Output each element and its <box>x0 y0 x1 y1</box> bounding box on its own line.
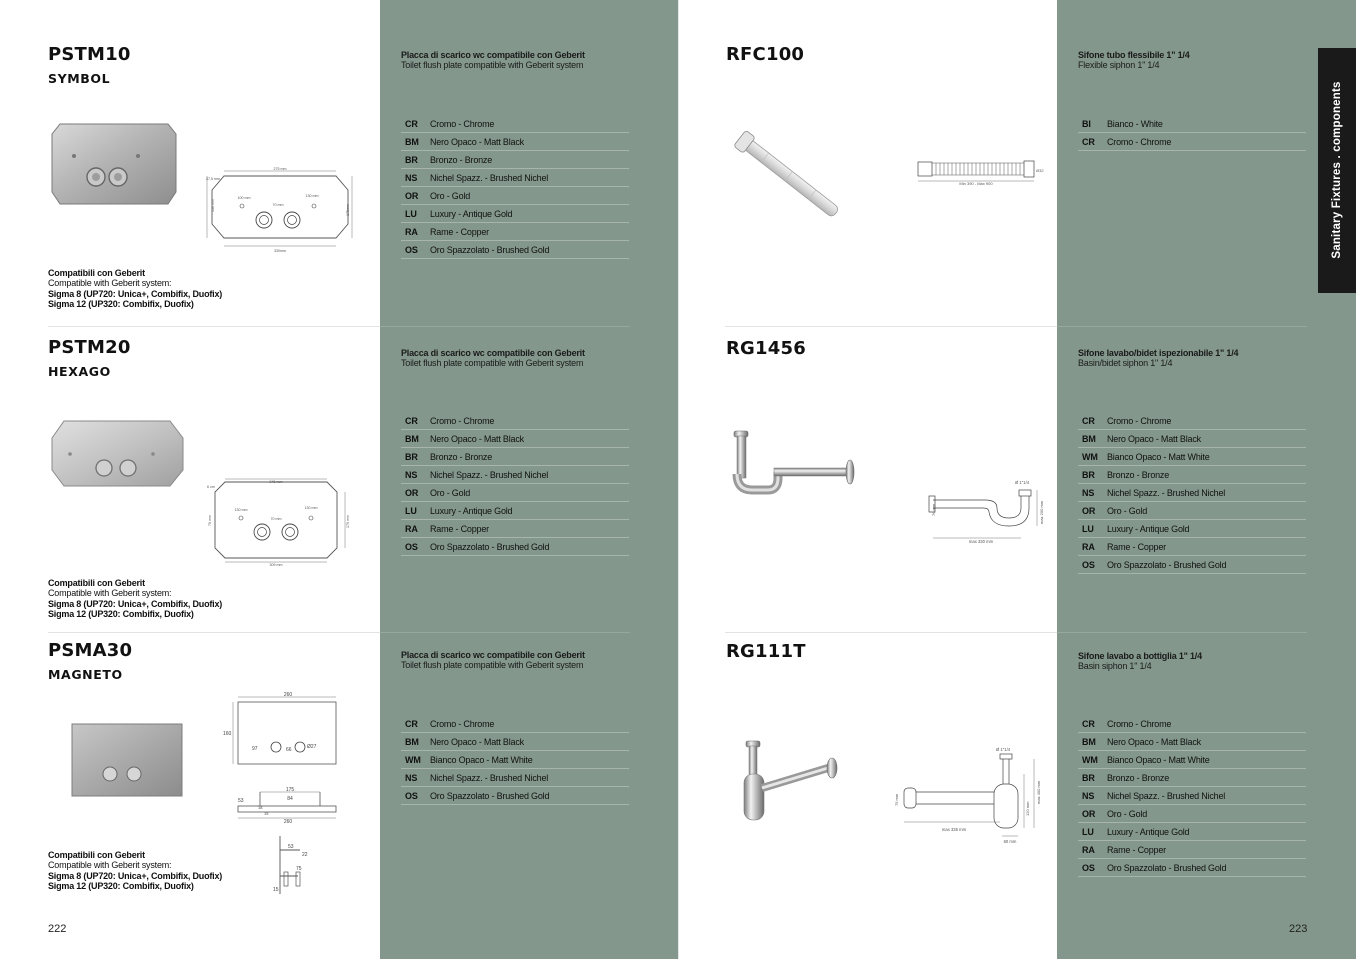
finish-row <box>1078 769 1306 787</box>
compatibility-note <box>48 268 222 309</box>
finish-code: CR <box>405 415 418 426</box>
finish-name: Oro Spazzolato - Brushed Gold <box>430 790 550 801</box>
finish-row <box>1078 448 1306 466</box>
dim-label: 175 <box>285 787 295 793</box>
technical-drawing <box>203 476 353 566</box>
finish-name: Oro - Gold <box>1107 808 1148 819</box>
dim-label: Ø27 <box>307 744 317 750</box>
finish-name: Cromo - Chrome <box>1107 415 1172 426</box>
dim-label: 130 mm <box>234 508 248 512</box>
dim-label: 70 mm <box>208 515 212 526</box>
flush-plate-photo <box>50 418 185 490</box>
finish-row <box>1078 466 1306 484</box>
finish-name: Rame - Copper <box>430 523 489 534</box>
dim-label: Ø 1"1/4 <box>996 747 1011 752</box>
finish-name: Bianco Opaco - Matt White <box>1107 754 1210 765</box>
description-it: Placca di scarico wc compatibile con Geberit <box>401 348 585 358</box>
divider <box>380 326 630 327</box>
dim-label: max 335 mm <box>941 827 967 832</box>
compat-line: Sigma 12 (UP320: Combifix, Duofix) <box>48 880 194 891</box>
finish-row <box>1078 520 1306 538</box>
dim-label: 53 <box>288 844 294 850</box>
finish-row <box>1078 502 1306 520</box>
bottle-siphon-photo <box>740 738 845 826</box>
compatibility-note <box>48 578 222 619</box>
product-description <box>401 348 585 368</box>
finish-row <box>401 538 629 556</box>
finish-code: LU <box>1082 826 1094 837</box>
finish-row <box>1078 805 1306 823</box>
finish-row <box>1078 430 1306 448</box>
side-tab-label: Sanitary Fixtures . components <box>1331 81 1343 259</box>
finish-name: Bianco Opaco - Matt White <box>430 754 533 765</box>
finish-row <box>401 133 629 151</box>
dim-label: 60 mm <box>1003 839 1017 844</box>
divider <box>725 326 1057 327</box>
finish-code: OS <box>405 244 418 255</box>
finish-code: BM <box>405 433 419 444</box>
finish-code: RA <box>1082 541 1095 552</box>
finish-code: CR <box>405 118 418 129</box>
finish-row <box>401 751 629 769</box>
finish-name: Nichel Spazz. - Brushed Nichel <box>430 172 549 183</box>
finish-code: OS <box>405 541 418 552</box>
finish-row <box>1078 787 1306 805</box>
finish-name: Nero Opaco - Matt Black <box>430 736 524 747</box>
dim-label: 130 mm <box>304 506 318 510</box>
dim-label: 15 <box>273 887 279 893</box>
finish-code: RA <box>405 226 418 237</box>
finish-name: Luxury - Antique Gold <box>430 505 513 516</box>
finish-code: WM <box>405 754 421 765</box>
description-it: Sifone lavabo a bottiglia 1" 1/4 <box>1078 651 1202 661</box>
finish-name: Nero Opaco - Matt Black <box>1107 433 1201 444</box>
description-it: Placca di scarico wc compatibile con Geberit <box>401 650 585 660</box>
dim-label: 130 mm <box>211 199 215 212</box>
finish-code: OS <box>1082 559 1095 570</box>
technical-drawing <box>890 744 1045 849</box>
finish-row <box>401 430 629 448</box>
finish-code: BR <box>405 451 418 462</box>
section-side-tab <box>1318 48 1356 293</box>
finish-code: OR <box>1082 808 1096 819</box>
dim-label: 84 <box>287 796 293 802</box>
dim-label: 75 <box>296 866 302 872</box>
finish-code: WM <box>1082 754 1098 765</box>
finish-code: OR <box>405 487 419 498</box>
page-number-left: 222 <box>48 923 67 935</box>
finish-row <box>401 205 629 223</box>
finish-name: Oro - Gold <box>1107 505 1148 516</box>
product-description <box>1078 50 1190 70</box>
finish-code: NS <box>405 469 418 480</box>
divider <box>48 326 380 327</box>
dim-label: 330mm <box>274 249 286 253</box>
description-it: Sifone lavabo/bidet ispezionabile 1" 1/4 <box>1078 348 1239 358</box>
finish-row <box>401 169 629 187</box>
product-model: HEXAGO <box>48 364 111 379</box>
product-code: RFC100 <box>726 44 805 65</box>
finish-name: Oro - Gold <box>430 487 471 498</box>
finish-name: Cromo - Chrome <box>430 118 495 129</box>
finish-code: BR <box>405 154 418 165</box>
product-model: MAGNETO <box>48 667 123 682</box>
finish-name: Bronzo - Bronze <box>430 154 493 165</box>
finish-row <box>1078 556 1306 574</box>
dim-label: 97 <box>252 746 258 752</box>
compat-line: Sigma 8 (UP720: Unica+, Combifix, Duofix) <box>48 870 223 881</box>
dim-label: 76 mm <box>931 503 936 516</box>
finish-code: BM <box>1082 433 1096 444</box>
dim-label: 130 mm <box>305 194 319 198</box>
compatibility-note <box>48 850 222 891</box>
finish-row <box>401 187 629 205</box>
finish-code: LU <box>1082 523 1094 534</box>
finish-name: Bronzo - Bronze <box>1107 772 1170 783</box>
finish-name: Luxury - Antique Gold <box>430 208 513 219</box>
dim-label: 18 <box>258 805 263 810</box>
finish-name: Bianco Opaco - Matt White <box>1107 451 1210 462</box>
finish-code: CR <box>1082 136 1095 147</box>
finish-row <box>1078 733 1306 751</box>
dim-label: 275 mm <box>273 167 287 171</box>
finish-code: CR <box>1082 415 1095 426</box>
finish-row <box>401 151 629 169</box>
finish-name: Oro Spazzolato - Brushed Gold <box>430 541 550 552</box>
finish-row <box>401 223 629 241</box>
description-en: Toilet flush plate compatible with Geberit system <box>401 60 584 70</box>
finish-name: Bianco - White <box>1107 118 1163 129</box>
dim-label: 70 mm <box>272 203 284 207</box>
compat-line: Compatible with Geberit system: <box>48 588 172 599</box>
finish-row <box>1078 538 1306 556</box>
finish-name: Oro - Gold <box>430 190 471 201</box>
compat-line: Compatibili con Geberit <box>48 578 145 588</box>
product-description <box>1078 651 1202 671</box>
dim-label: 245 mm <box>269 480 283 484</box>
finish-row <box>1078 484 1306 502</box>
finish-name: Nero Opaco - Matt Black <box>1107 736 1201 747</box>
finish-code: LU <box>405 505 417 516</box>
finish-row <box>1078 841 1306 859</box>
dim-label: 66 <box>286 747 292 753</box>
compat-line: Compatible with Geberit system: <box>48 278 172 289</box>
product-code: PSMA30 <box>48 640 133 661</box>
divider <box>1057 326 1307 327</box>
description-en: Basin/bidet siphon 1" 1/4 <box>1078 358 1173 368</box>
finish-row <box>401 412 629 430</box>
dim-label: Ø32 <box>1036 168 1044 173</box>
finish-list <box>1078 115 1306 151</box>
finish-code: OR <box>1082 505 1096 516</box>
finish-code: NS <box>405 772 418 783</box>
finish-list <box>1078 715 1306 877</box>
compat-line: Compatibili con Geberit <box>48 850 145 860</box>
finish-name: Nero Opaco - Matt Black <box>430 136 524 147</box>
finish-row <box>401 241 629 259</box>
dim-label: 37,5 mm <box>206 177 220 181</box>
dim-label: 15 <box>264 811 269 816</box>
product-code: RG111T <box>726 641 806 662</box>
finish-row <box>1078 823 1306 841</box>
finish-list <box>401 412 629 556</box>
divider <box>380 632 630 633</box>
finish-code: RA <box>1082 844 1095 855</box>
finish-row <box>1078 751 1306 769</box>
finish-row <box>401 520 629 538</box>
finish-code: BR <box>1082 772 1095 783</box>
compat-line: Sigma 12 (UP320: Combifix, Duofix) <box>48 298 194 309</box>
description-it: Placca di scarico wc compatibile con Geberit <box>401 50 585 60</box>
dim-label: Min 390 - Max 900 <box>959 181 993 186</box>
page-number-right: 223 <box>1289 923 1308 935</box>
finish-name: Cromo - Chrome <box>430 718 495 729</box>
finish-row <box>401 115 629 133</box>
finish-row <box>1078 859 1306 877</box>
finish-row <box>401 787 629 805</box>
technical-drawing <box>204 162 356 254</box>
compat-line: Sigma 12 (UP320: Combifix, Duofix) <box>48 608 194 619</box>
product-code: RG1456 <box>726 338 806 359</box>
finish-name: Cromo - Chrome <box>1107 136 1172 147</box>
finish-row <box>401 733 629 751</box>
finish-code: LU <box>405 208 417 219</box>
divider <box>48 632 380 633</box>
finish-name: Cromo - Chrome <box>430 415 495 426</box>
description-en: Toilet flush plate compatible with Geberit system <box>401 358 584 368</box>
finish-list <box>401 715 629 805</box>
finish-row <box>401 502 629 520</box>
finish-row <box>1078 115 1306 133</box>
finish-row <box>1078 133 1306 151</box>
dim-label: max 330 mm <box>968 539 994 544</box>
product-description <box>1078 348 1238 368</box>
finish-code: BM <box>405 136 419 147</box>
product-code: PSTM20 <box>48 337 131 358</box>
finish-row <box>1078 412 1306 430</box>
technical-drawing <box>925 478 1045 548</box>
finish-code: BR <box>1082 469 1095 480</box>
finish-name: Bronzo - Bronze <box>1107 469 1170 480</box>
finish-code: BM <box>405 736 419 747</box>
product-description <box>401 650 585 670</box>
flush-plate-photo <box>70 720 185 800</box>
finish-code: BM <box>1082 736 1096 747</box>
dim-label: 100 mm <box>237 196 251 200</box>
flexible-siphon-photo <box>728 130 848 225</box>
flush-plate-photo <box>50 120 180 210</box>
divider <box>725 632 1057 633</box>
dim-label: 6 cm <box>207 485 215 489</box>
finish-name: Nichel Spazz. - Brushed Nichel <box>430 772 549 783</box>
dim-label: 260 <box>283 819 293 825</box>
description-en: Toilet flush plate compatible with Geberit system <box>401 660 584 670</box>
finish-name: Oro Spazzolato - Brushed Gold <box>1107 862 1227 873</box>
compat-line: Compatibili con Geberit <box>48 268 145 278</box>
compat-line: Sigma 8 (UP720: Unica+, Combifix, Duofix) <box>48 288 223 299</box>
finish-code: NS <box>1082 487 1095 498</box>
dim-label: 120 mm <box>1025 801 1030 816</box>
technical-drawing <box>912 152 1044 192</box>
finish-row <box>401 448 629 466</box>
product-model: SYMBOL <box>48 71 111 86</box>
dim-label: 53 <box>238 798 244 804</box>
description-en: Flexible siphon 1" 1/4 <box>1078 60 1160 70</box>
finish-name: Oro Spazzolato - Brushed Gold <box>430 244 550 255</box>
finish-row <box>401 769 629 787</box>
description-en: Basin siphon 1" 1/4 <box>1078 661 1152 671</box>
finish-code: OS <box>405 790 418 801</box>
finish-row <box>401 484 629 502</box>
finish-name: Rame - Copper <box>1107 541 1166 552</box>
finish-name: Nichel Spazz. - Brushed Nichel <box>1107 487 1226 498</box>
dim-label: 260 <box>283 692 293 698</box>
dim-label: 170 mm <box>346 515 350 528</box>
compat-line: Compatible with Geberit system: <box>48 860 172 871</box>
finish-row <box>1078 715 1306 733</box>
finish-code: CR <box>405 718 418 729</box>
finish-name: Bronzo - Bronze <box>430 451 493 462</box>
technical-drawing <box>220 688 345 903</box>
description-it: Sifone tubo flessibile 1" 1/4 <box>1078 50 1190 60</box>
finish-name: Oro Spazzolato - Brushed Gold <box>1107 559 1227 570</box>
finish-name: Rame - Copper <box>1107 844 1166 855</box>
finish-code: WM <box>1082 451 1098 462</box>
finish-name: Luxury - Antique Gold <box>1107 826 1190 837</box>
finish-list <box>401 115 629 259</box>
finish-list <box>1078 412 1306 574</box>
finish-code: CR <box>1082 718 1095 729</box>
divider <box>1057 632 1307 633</box>
finish-code: NS <box>405 172 418 183</box>
finish-row <box>401 715 629 733</box>
finish-code: RA <box>405 523 418 534</box>
dim-label: max 200 mm <box>1039 500 1044 524</box>
finish-code: BI <box>1082 118 1091 129</box>
basin-siphon-photo <box>728 428 858 498</box>
dim-label: 175mm <box>346 204 350 216</box>
finish-code: OS <box>1082 862 1095 873</box>
finish-name: Cromo - Chrome <box>1107 718 1172 729</box>
dim-label: Ø 1"1/4 <box>1015 480 1030 485</box>
finish-name: Nero Opaco - Matt Black <box>430 433 524 444</box>
finish-name: Luxury - Antique Gold <box>1107 523 1190 534</box>
finish-name: Rame - Copper <box>430 226 489 237</box>
product-code: PSTM10 <box>48 44 131 65</box>
dim-label: 309 mm <box>269 563 283 566</box>
compat-line: Sigma 8 (UP720: Unica+, Combifix, Duofix) <box>48 598 223 609</box>
product-description <box>401 50 585 70</box>
dim-label: 75 mm <box>894 793 899 806</box>
finish-row <box>401 466 629 484</box>
page-gutter <box>678 0 679 959</box>
finish-name: Nichel Spazz. - Brushed Nichel <box>430 469 549 480</box>
dim-label: 22 <box>302 852 308 858</box>
finish-code: NS <box>1082 790 1095 801</box>
finish-name: Nichel Spazz. - Brushed Nichel <box>1107 790 1226 801</box>
dim-label: max 400 mm <box>1036 780 1041 804</box>
finish-code: OR <box>405 190 419 201</box>
dim-label: 160 <box>223 731 232 737</box>
dim-label: 70 mm <box>270 517 282 521</box>
